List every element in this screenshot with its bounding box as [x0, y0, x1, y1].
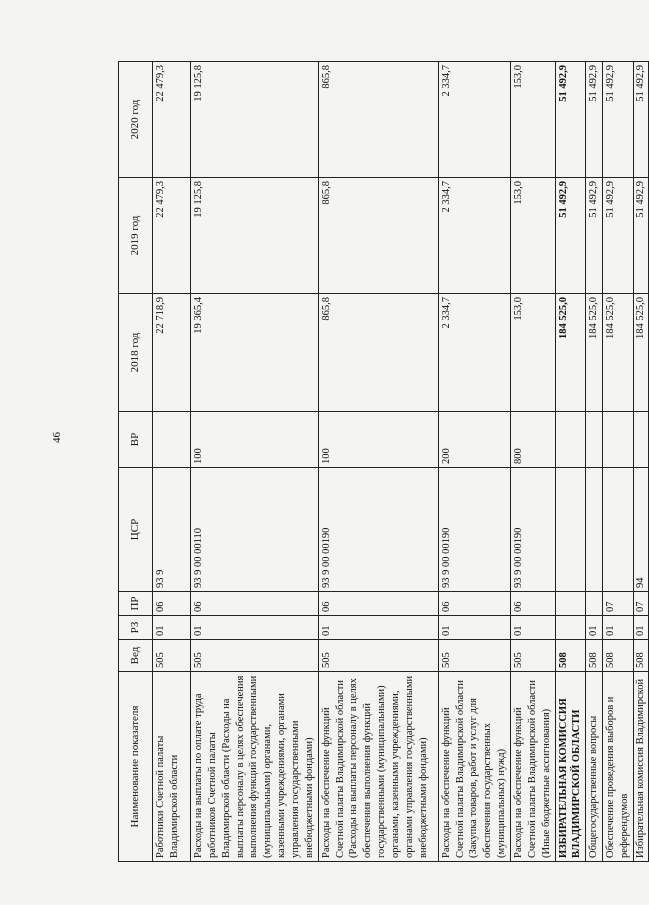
- budget-table: [118, 61, 649, 862]
- cell-2019: 19 125,8: [191, 178, 319, 294]
- table-row: [438, 62, 510, 862]
- cell-rz: 01: [603, 616, 634, 640]
- cell-2018: 184 525,0: [603, 294, 634, 412]
- cell-2018: 865,8: [318, 294, 438, 412]
- cell-2019: 51 492,9: [633, 178, 648, 294]
- cell-2018: 19 365,4: [191, 294, 319, 412]
- cell-2019: 2 334,7: [438, 178, 510, 294]
- page-number: 46: [51, 432, 63, 443]
- cell-pr: 07: [633, 592, 648, 616]
- cell-csr: [555, 468, 586, 592]
- cell-2020: 22 479,3: [153, 62, 191, 178]
- header-2020: 2020 год: [119, 62, 153, 178]
- cell-ved: 508: [603, 640, 634, 672]
- cell-ved: 505: [511, 640, 556, 672]
- cell-vr: [633, 412, 648, 468]
- header-csr: ЦСР: [119, 468, 153, 592]
- cell-rz: [555, 616, 586, 640]
- cell-name: ИЗБИРАТЕЛЬНАЯ КОМИССИЯ ВЛАДИМИРСКОЙ ОБЛАСТИ: [555, 672, 586, 862]
- cell-2019: 22 479,3: [153, 178, 191, 294]
- cell-rz: 01: [633, 616, 648, 640]
- cell-2019: 865,8: [318, 178, 438, 294]
- cell-rz: 01: [318, 616, 438, 640]
- cell-2018: 184 525,0: [586, 294, 603, 412]
- cell-name: Расходы на выплаты по оплате труда работников Счетной палаты Владимирской области (Расходы на выплаты персоналу в целях обеспечения выполнения функций государственными (муниципальными) органами, казенными учреждениями, органами управления государственными внебюджетными фондами): [191, 672, 319, 862]
- cell-ved: 508: [633, 640, 648, 672]
- cell-pr: [555, 592, 586, 616]
- header-ved: Вед: [119, 640, 153, 672]
- table-row: [191, 62, 319, 862]
- cell-csr: 94: [633, 468, 648, 592]
- cell-vr: [555, 412, 586, 468]
- cell-rz: 01: [511, 616, 556, 640]
- cell-csr: [586, 468, 603, 592]
- cell-vr: [586, 412, 603, 468]
- cell-vr: 100: [318, 412, 438, 468]
- cell-name: Расходы на обеспечение функций Счетной палаты Владимирской области (Иные бюджетные ассигнования): [511, 672, 556, 862]
- cell-name: Расходы на обеспечение функций Счетной палаты Владимирской области (Закупка товаров, работ и услуг для обеспечения государственных (муниципальных) нужд): [438, 672, 510, 862]
- cell-ved: 508: [555, 640, 586, 672]
- cell-pr: 06: [191, 592, 319, 616]
- table-row: [603, 62, 634, 862]
- cell-csr: [603, 468, 634, 592]
- cell-vr: 800: [511, 412, 556, 468]
- table-header: [119, 62, 153, 862]
- cell-ved: 505: [438, 640, 510, 672]
- table-row: [153, 62, 191, 862]
- cell-pr: [586, 592, 603, 616]
- header-name: Наименование показателя: [119, 672, 153, 862]
- table-row: [555, 62, 586, 862]
- cell-name: Общегосударственные вопросы: [586, 672, 603, 862]
- header-rz: РЗ: [119, 616, 153, 640]
- cell-2020: 51 492,9: [603, 62, 634, 178]
- cell-2020: 51 492,9: [633, 62, 648, 178]
- table-row: [586, 62, 603, 862]
- cell-csr: 93 9: [153, 468, 191, 592]
- cell-2018: 22 718,9: [153, 294, 191, 412]
- rotated-page: [118, 62, 646, 862]
- cell-rz: 01: [191, 616, 319, 640]
- cell-rz: 01: [438, 616, 510, 640]
- cell-pr: 07: [603, 592, 634, 616]
- cell-ved: 505: [153, 640, 191, 672]
- header-pr: ПР: [119, 592, 153, 616]
- cell-name: Расходы на обеспечение функций Счетной палаты Владимирской области (Расходы на выплаты персоналу в целях обеспечения выполнения функций государственными (муниципальными) органами, казенными учреждениями, органами управления государственными внебюджетными фондами): [318, 672, 438, 862]
- cell-2018: 184 525,0: [633, 294, 648, 412]
- cell-name: Обеспечение проведения выборов и референдумов: [603, 672, 634, 862]
- table-row: [318, 62, 438, 862]
- cell-pr: 06: [153, 592, 191, 616]
- cell-2020: 153,0: [511, 62, 556, 178]
- cell-pr: 06: [438, 592, 510, 616]
- cell-2019: 51 492,9: [555, 178, 586, 294]
- header-2019: 2019 год: [119, 178, 153, 294]
- cell-ved: 505: [318, 640, 438, 672]
- cell-ved: 505: [191, 640, 319, 672]
- cell-name: Избирательная комиссия Владимирской: [633, 672, 648, 862]
- cell-vr: [153, 412, 191, 468]
- cell-2018: 184 525,0: [555, 294, 586, 412]
- header-vr: ВР: [119, 412, 153, 468]
- cell-rz: 01: [586, 616, 603, 640]
- cell-2020: 865,8: [318, 62, 438, 178]
- cell-csr: 93 9 00 00190: [511, 468, 556, 592]
- cell-name: Работники Счетной палаты Владимирской области: [153, 672, 191, 862]
- cell-2019: 51 492,9: [586, 178, 603, 294]
- cell-vr: [603, 412, 634, 468]
- cell-2020: 51 492,9: [555, 62, 586, 178]
- cell-pr: 06: [511, 592, 556, 616]
- cell-2020: 19 125,8: [191, 62, 319, 178]
- table-row: [511, 62, 556, 862]
- cell-vr: 100: [191, 412, 319, 468]
- cell-ved: 508: [586, 640, 603, 672]
- cell-2020: 51 492,9: [586, 62, 603, 178]
- cell-2018: 2 334,7: [438, 294, 510, 412]
- cell-csr: 93 9 00 00190: [318, 468, 438, 592]
- cell-rz: 01: [153, 616, 191, 640]
- cell-2018: 153,0: [511, 294, 556, 412]
- cell-csr: 93 9 00 00190: [438, 468, 510, 592]
- cell-csr: 93 9 00 00110: [191, 468, 319, 592]
- header-2018: 2018 год: [119, 294, 153, 412]
- cell-vr: 200: [438, 412, 510, 468]
- cell-2019: 51 492,9: [603, 178, 634, 294]
- cell-2019: 153,0: [511, 178, 556, 294]
- cell-2020: 2 334,7: [438, 62, 510, 178]
- table-row: [633, 62, 648, 862]
- cell-pr: 06: [318, 592, 438, 616]
